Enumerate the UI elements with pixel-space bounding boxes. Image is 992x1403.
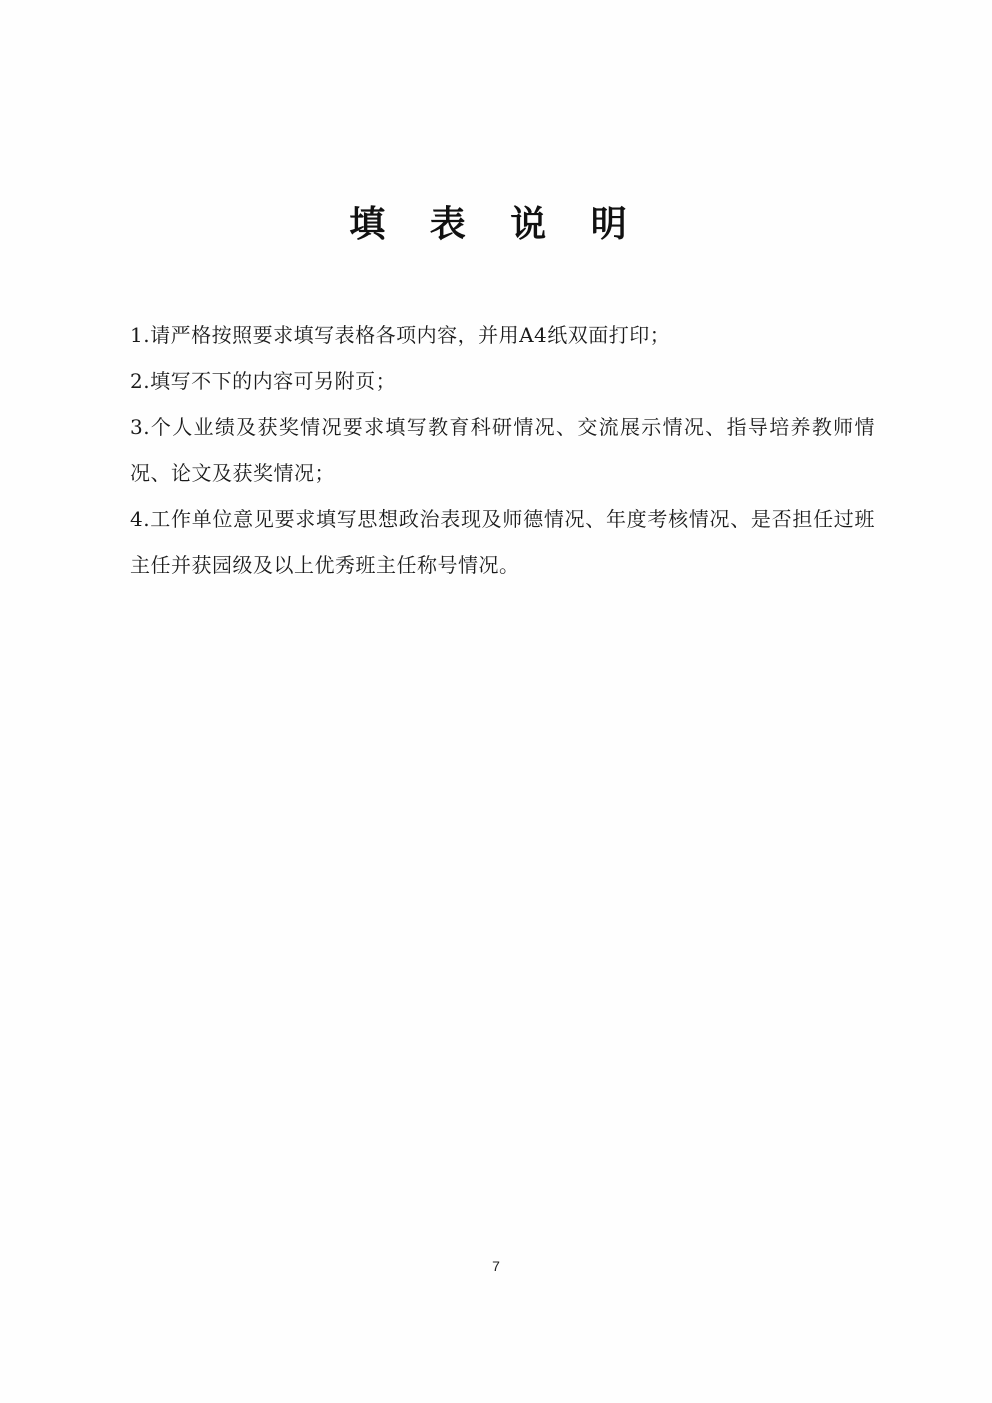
instruction-item-2: 2.填写不下的内容可另附页； <box>130 369 397 393</box>
instructions-list <box>130 312 875 588</box>
page-title: 填 表 说 明 <box>349 204 643 245</box>
instruction-item-4: 4.工作单位意见要求填写思想政治表现及师德情况、年度考核情况、是否担任过班主任并获园级及以上优秀班主任称号情况。 <box>130 507 875 577</box>
instruction-item-1: 1.请严格按照要求填写表格各项内容，并用A4纸双面打印； <box>130 323 671 347</box>
instruction-item-3: 3.个人业绩及获奖情况要求填写教育科研情况、交流展示情况、指导培养教师情况、论文及获奖情况； <box>130 415 875 485</box>
page-number: 7 <box>492 1258 500 1274</box>
